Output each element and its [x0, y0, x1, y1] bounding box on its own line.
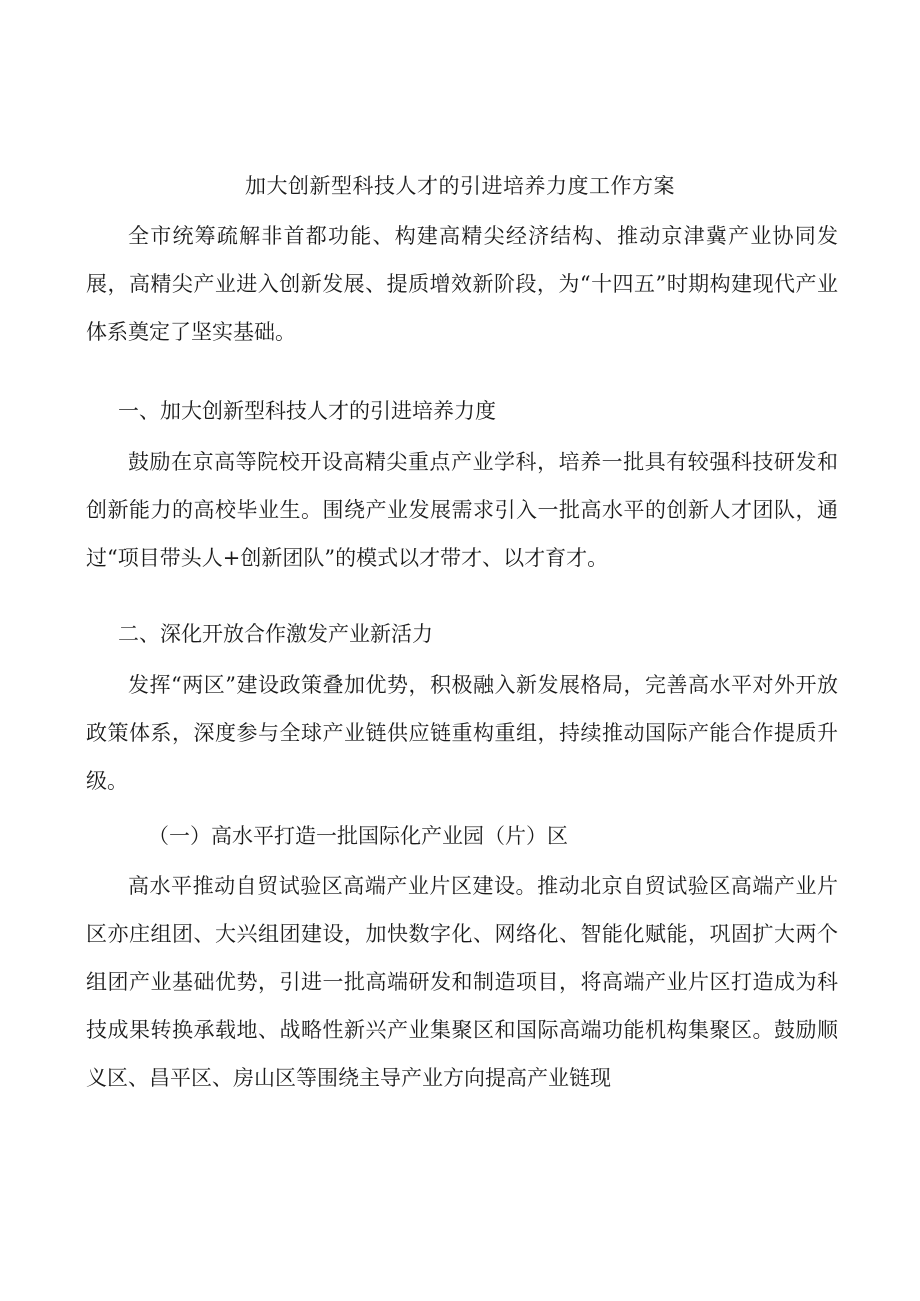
section-2-paragraph: 发挥“两区”建设政策叠加优势，积极融入新发展格局，完善高水平对外开放政策体系，深度参与全球产业链供应链重构重组，持续推动国际产能合作提质升级。 [86, 673, 838, 793]
section-1-paragraph: 鼓励在京高等院校开设高精尖重点产业学科，培养一批具有较强科技研发和创新能力的高校毕业生。围绕产业发展需求引入一批高水平的创新人才团队，通过“项目带头人+创新团队”的模式以才带才、以才育才。 [86, 450, 838, 570]
section-2-heading: 二、深化开放合作激发产业新活力 [118, 622, 433, 646]
section-1-heading: 一、加大创新型科技人才的引进培养力度 [118, 399, 496, 423]
intro-paragraph: 全市统筹疏解非首都功能、构建高精尖经济结构、推动京津冀产业协同发展，高精尖产业进入创新发展、提质增效新阶段，为“十四五”时期构建现代产业体系奠定了坚实基础。 [86, 224, 838, 344]
subsection-1-heading: （一）高水平打造一批国际化产业园（片）区 [148, 824, 568, 848]
subsection-1-paragraph: 高水平推动自贸试验区高端产业片区建设。推动北京自贸试验区高端产业片区亦庄组团、大兴组团建设，加快数字化、网络化、智能化赋能，巩固扩大两个组团产业基础优势，引进一批高端研发和制造项目，将高端产业片区打造成为科技成果转换承载地、战略性新兴产业集聚区和国际高端功能机构集聚区。鼓励顺义区、昌平区、房山区等围绕主导产业方向提高产业链现 [86, 874, 838, 1090]
document-title: 加大创新型科技人才的引进培养力度工作方案 [245, 174, 675, 198]
